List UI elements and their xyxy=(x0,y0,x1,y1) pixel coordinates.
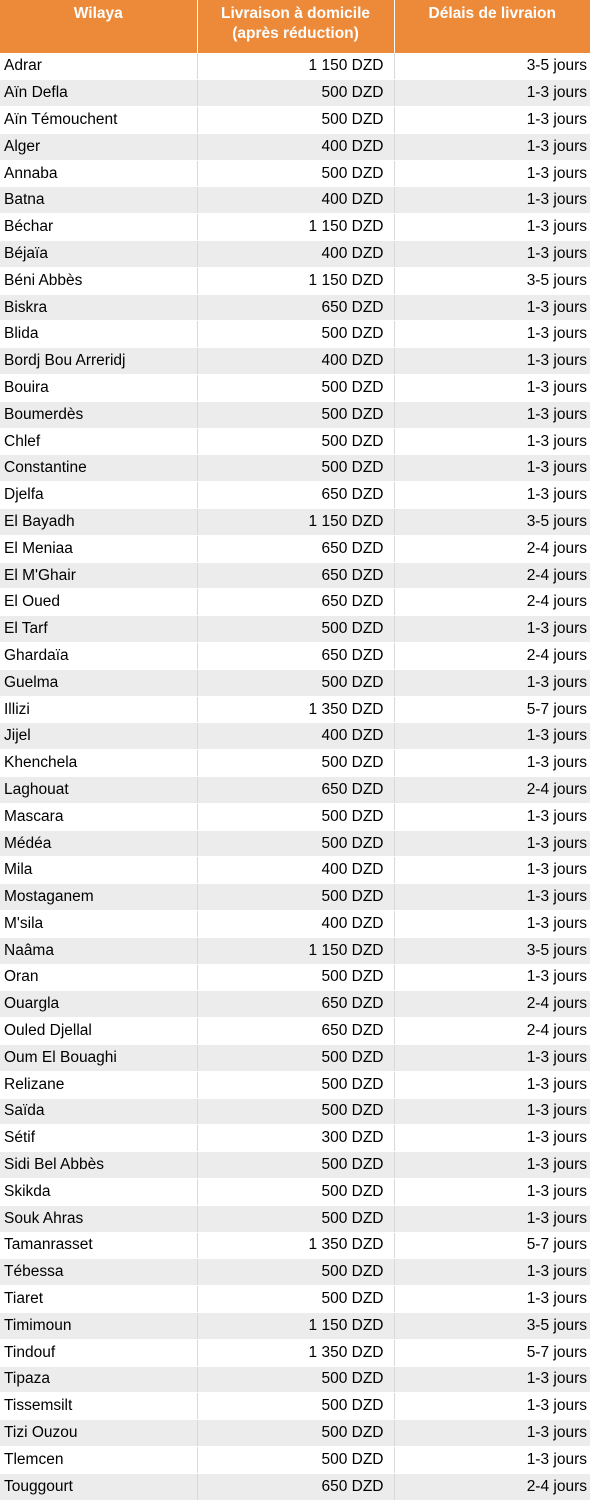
table-row xyxy=(0,911,590,938)
cell-delay: 3-5 jours xyxy=(394,937,590,964)
cell-price: 650 DZD xyxy=(197,482,394,509)
table-row xyxy=(0,1473,590,1500)
table-row xyxy=(0,1018,590,1045)
table-row xyxy=(0,1312,590,1339)
cell-price: 500 DZD xyxy=(197,1178,394,1205)
cell-delay: 5-7 jours xyxy=(394,1232,590,1259)
header-row xyxy=(0,0,590,53)
table-row xyxy=(0,830,590,857)
header-price xyxy=(197,0,394,53)
table-row xyxy=(0,1125,590,1152)
cell-wilaya: Béni Abbès xyxy=(0,267,197,294)
cell-delay: 1-3 jours xyxy=(394,428,590,455)
cell-wilaya: Adrar xyxy=(0,53,197,80)
cell-price: 500 DZD xyxy=(197,616,394,643)
cell-wilaya: El Tarf xyxy=(0,616,197,643)
cell-price: 500 DZD xyxy=(197,107,394,134)
cell-price: 500 DZD xyxy=(197,375,394,402)
cell-wilaya: Béchar xyxy=(0,214,197,241)
cell-wilaya: Mostaganem xyxy=(0,884,197,911)
cell-wilaya: Boumerdès xyxy=(0,401,197,428)
table-row xyxy=(0,348,590,375)
cell-delay: 1-3 jours xyxy=(394,1286,590,1313)
header-wilaya-label: Wilaya xyxy=(73,5,123,22)
cell-price: 500 DZD xyxy=(197,1152,394,1179)
cell-wilaya: Saïda xyxy=(0,1098,197,1125)
cell-wilaya: Illizi xyxy=(0,696,197,723)
cell-delay: 3-5 jours xyxy=(394,509,590,536)
table-row xyxy=(0,160,590,187)
cell-price: 1 150 DZD xyxy=(197,267,394,294)
cell-delay: 2-4 jours xyxy=(394,1018,590,1045)
cell-wilaya: Alger xyxy=(0,133,197,160)
cell-wilaya: Tindouf xyxy=(0,1339,197,1366)
table-row xyxy=(0,616,590,643)
cell-price: 500 DZD xyxy=(197,1393,394,1420)
table-row xyxy=(0,455,590,482)
table-row xyxy=(0,1446,590,1473)
cell-wilaya: El Meniaa xyxy=(0,535,197,562)
cell-price: 650 DZD xyxy=(197,589,394,616)
table-row xyxy=(0,1071,590,1098)
cell-price: 500 DZD xyxy=(197,321,394,348)
cell-delay: 1-3 jours xyxy=(394,187,590,214)
cell-price: 1 150 DZD xyxy=(197,53,394,80)
header-delay-label: Délais de livraion xyxy=(428,5,556,22)
table-row xyxy=(0,937,590,964)
table-row xyxy=(0,375,590,402)
cell-wilaya: Relizane xyxy=(0,1071,197,1098)
cell-price: 500 DZD xyxy=(197,1044,394,1071)
cell-delay: 1-3 jours xyxy=(394,911,590,938)
table-row xyxy=(0,643,590,670)
cell-delay: 1-3 jours xyxy=(394,964,590,991)
cell-delay: 1-3 jours xyxy=(394,1366,590,1393)
table-row xyxy=(0,214,590,241)
cell-wilaya: Aïn Témouchent xyxy=(0,107,197,134)
cell-wilaya: Ouled Djellal xyxy=(0,1018,197,1045)
cell-wilaya: Jijel xyxy=(0,723,197,750)
cell-delay: 1-3 jours xyxy=(394,375,590,402)
table-row xyxy=(0,750,590,777)
cell-delay: 2-4 jours xyxy=(394,777,590,804)
table-row xyxy=(0,187,590,214)
table-row xyxy=(0,1286,590,1313)
cell-wilaya: M'sila xyxy=(0,911,197,938)
cell-delay: 1-3 jours xyxy=(394,857,590,884)
cell-wilaya: Sétif xyxy=(0,1125,197,1152)
cell-wilaya: Chlef xyxy=(0,428,197,455)
cell-wilaya: Guelma xyxy=(0,669,197,696)
table-row xyxy=(0,884,590,911)
cell-price: 500 DZD xyxy=(197,428,394,455)
cell-delay: 1-3 jours xyxy=(394,1178,590,1205)
cell-wilaya: Aïn Defla xyxy=(0,80,197,107)
cell-wilaya: Sidi Bel Abbès xyxy=(0,1152,197,1179)
cell-wilaya: Khenchela xyxy=(0,750,197,777)
cell-delay: 2-4 jours xyxy=(394,643,590,670)
cell-delay: 1-3 jours xyxy=(394,1125,590,1152)
table-row xyxy=(0,107,590,134)
cell-delay: 1-3 jours xyxy=(394,1393,590,1420)
cell-price: 500 DZD xyxy=(197,1259,394,1286)
cell-wilaya: Mila xyxy=(0,857,197,884)
table-row xyxy=(0,535,590,562)
cell-delay: 1-3 jours xyxy=(394,1420,590,1447)
cell-price: 650 DZD xyxy=(197,777,394,804)
table-row xyxy=(0,991,590,1018)
cell-wilaya: Médéa xyxy=(0,830,197,857)
table-row xyxy=(0,964,590,991)
cell-wilaya: Tipaza xyxy=(0,1366,197,1393)
table-row xyxy=(0,1259,590,1286)
table-row xyxy=(0,1232,590,1259)
table-body xyxy=(0,53,590,1500)
cell-wilaya: Oran xyxy=(0,964,197,991)
cell-delay: 1-3 jours xyxy=(394,1446,590,1473)
cell-price: 650 DZD xyxy=(197,562,394,589)
table-row xyxy=(0,1339,590,1366)
cell-delay: 1-3 jours xyxy=(394,1152,590,1179)
cell-price: 500 DZD xyxy=(197,1098,394,1125)
cell-delay: 1-3 jours xyxy=(394,133,590,160)
cell-delay: 1-3 jours xyxy=(394,830,590,857)
cell-wilaya: Biskra xyxy=(0,294,197,321)
cell-wilaya: Tlemcen xyxy=(0,1446,197,1473)
cell-price: 650 DZD xyxy=(197,643,394,670)
table-row xyxy=(0,1044,590,1071)
cell-price: 500 DZD xyxy=(197,884,394,911)
cell-price: 500 DZD xyxy=(197,750,394,777)
table-row xyxy=(0,1420,590,1447)
cell-price: 500 DZD xyxy=(197,401,394,428)
table-row xyxy=(0,803,590,830)
cell-price: 500 DZD xyxy=(197,669,394,696)
cell-price: 500 DZD xyxy=(197,160,394,187)
header-price-label-line2: (après réduction) xyxy=(232,25,359,42)
cell-delay: 1-3 jours xyxy=(394,750,590,777)
cell-wilaya: Bouira xyxy=(0,375,197,402)
cell-delay: 1-3 jours xyxy=(394,1071,590,1098)
cell-wilaya: Djelfa xyxy=(0,482,197,509)
table-row xyxy=(0,669,590,696)
cell-price: 500 DZD xyxy=(197,830,394,857)
cell-price: 300 DZD xyxy=(197,1125,394,1152)
table-row xyxy=(0,482,590,509)
cell-delay: 1-3 jours xyxy=(394,482,590,509)
cell-delay: 1-3 jours xyxy=(394,723,590,750)
table-row xyxy=(0,589,590,616)
cell-wilaya: Tiaret xyxy=(0,1286,197,1313)
table-row xyxy=(0,1152,590,1179)
table-row xyxy=(0,53,590,80)
cell-price: 650 DZD xyxy=(197,294,394,321)
cell-delay: 3-5 jours xyxy=(394,53,590,80)
cell-price: 400 DZD xyxy=(197,133,394,160)
table-row xyxy=(0,777,590,804)
table-row xyxy=(0,321,590,348)
cell-wilaya: Mascara xyxy=(0,803,197,830)
cell-price: 500 DZD xyxy=(197,80,394,107)
cell-wilaya: Timimoun xyxy=(0,1312,197,1339)
cell-wilaya: Oum El Bouaghi xyxy=(0,1044,197,1071)
table-row xyxy=(0,241,590,268)
table-row xyxy=(0,294,590,321)
table-row xyxy=(0,428,590,455)
cell-wilaya: Tamanrasset xyxy=(0,1232,197,1259)
cell-wilaya: Batna xyxy=(0,187,197,214)
cell-delay: 1-3 jours xyxy=(394,1044,590,1071)
cell-delay: 5-7 jours xyxy=(394,1339,590,1366)
cell-delay: 3-5 jours xyxy=(394,267,590,294)
cell-wilaya: Tizi Ouzou xyxy=(0,1420,197,1447)
table-row xyxy=(0,857,590,884)
cell-price: 1 350 DZD xyxy=(197,696,394,723)
table-row xyxy=(0,267,590,294)
cell-wilaya: Touggourt xyxy=(0,1473,197,1500)
cell-price: 500 DZD xyxy=(197,803,394,830)
cell-price: 500 DZD xyxy=(197,1420,394,1447)
cell-delay: 1-3 jours xyxy=(394,803,590,830)
cell-price: 650 DZD xyxy=(197,1473,394,1500)
table-row xyxy=(0,509,590,536)
cell-delay: 1-3 jours xyxy=(394,294,590,321)
cell-delay: 5-7 jours xyxy=(394,696,590,723)
cell-wilaya: Skikda xyxy=(0,1178,197,1205)
table-row xyxy=(0,1393,590,1420)
cell-price: 500 DZD xyxy=(197,1205,394,1232)
cell-delay: 2-4 jours xyxy=(394,589,590,616)
cell-delay: 2-4 jours xyxy=(394,991,590,1018)
cell-price: 1 150 DZD xyxy=(197,937,394,964)
header-wilaya xyxy=(0,0,197,53)
cell-price: 650 DZD xyxy=(197,535,394,562)
cell-delay: 1-3 jours xyxy=(394,241,590,268)
cell-delay: 1-3 jours xyxy=(394,884,590,911)
cell-delay: 1-3 jours xyxy=(394,321,590,348)
header-delay xyxy=(394,0,590,53)
cell-price: 650 DZD xyxy=(197,991,394,1018)
table-row xyxy=(0,1178,590,1205)
cell-delay: 2-4 jours xyxy=(394,535,590,562)
cell-wilaya: El M'Ghair xyxy=(0,562,197,589)
cell-delay: 1-3 jours xyxy=(394,401,590,428)
cell-delay: 1-3 jours xyxy=(394,107,590,134)
cell-delay: 1-3 jours xyxy=(394,616,590,643)
cell-price: 1 150 DZD xyxy=(197,1312,394,1339)
cell-delay: 2-4 jours xyxy=(394,562,590,589)
cell-wilaya: El Oued xyxy=(0,589,197,616)
cell-price: 1 150 DZD xyxy=(197,509,394,536)
cell-price: 1 350 DZD xyxy=(197,1232,394,1259)
cell-price: 500 DZD xyxy=(197,964,394,991)
cell-delay: 1-3 jours xyxy=(394,455,590,482)
cell-delay: 1-3 jours xyxy=(394,80,590,107)
cell-price: 650 DZD xyxy=(197,1018,394,1045)
header-price-label-line1: Livraison à domicile xyxy=(220,5,371,22)
cell-wilaya: Tébessa xyxy=(0,1259,197,1286)
table-row xyxy=(0,1366,590,1393)
cell-price: 1 150 DZD xyxy=(197,214,394,241)
table-row xyxy=(0,133,590,160)
cell-wilaya: Annaba xyxy=(0,160,197,187)
table-row xyxy=(0,562,590,589)
cell-delay: 1-3 jours xyxy=(394,1098,590,1125)
cell-wilaya: El Bayadh xyxy=(0,509,197,536)
cell-wilaya: Souk Ahras xyxy=(0,1205,197,1232)
cell-price: 400 DZD xyxy=(197,241,394,268)
table-row xyxy=(0,696,590,723)
cell-price: 500 DZD xyxy=(197,1366,394,1393)
cell-wilaya: Béjaïa xyxy=(0,241,197,268)
cell-delay: 1-3 jours xyxy=(394,348,590,375)
cell-price: 1 350 DZD xyxy=(197,1339,394,1366)
cell-delay: 3-5 jours xyxy=(394,1312,590,1339)
cell-wilaya: Bordj Bou Arreridj xyxy=(0,348,197,375)
cell-price: 400 DZD xyxy=(197,911,394,938)
cell-wilaya: Laghouat xyxy=(0,777,197,804)
cell-price: 500 DZD xyxy=(197,455,394,482)
cell-price: 500 DZD xyxy=(197,1071,394,1098)
cell-delay: 1-3 jours xyxy=(394,1205,590,1232)
table-row xyxy=(0,1205,590,1232)
cell-wilaya: Ghardaïa xyxy=(0,643,197,670)
cell-wilaya: Blida xyxy=(0,321,197,348)
cell-delay: 1-3 jours xyxy=(394,669,590,696)
cell-price: 400 DZD xyxy=(197,723,394,750)
cell-wilaya: Naâma xyxy=(0,937,197,964)
cell-wilaya: Ouargla xyxy=(0,991,197,1018)
cell-price: 400 DZD xyxy=(197,187,394,214)
cell-price: 500 DZD xyxy=(197,1286,394,1313)
cell-delay: 1-3 jours xyxy=(394,1259,590,1286)
cell-price: 400 DZD xyxy=(197,857,394,884)
cell-delay: 2-4 jours xyxy=(394,1473,590,1500)
table-row xyxy=(0,1098,590,1125)
cell-delay: 1-3 jours xyxy=(394,214,590,241)
cell-delay: 1-3 jours xyxy=(394,160,590,187)
cell-price: 500 DZD xyxy=(197,1446,394,1473)
table-row xyxy=(0,401,590,428)
table-row xyxy=(0,80,590,107)
table-header xyxy=(0,0,590,53)
cell-wilaya: Constantine xyxy=(0,455,197,482)
cell-wilaya: Tissemsilt xyxy=(0,1393,197,1420)
table-row xyxy=(0,723,590,750)
cell-price: 400 DZD xyxy=(197,348,394,375)
